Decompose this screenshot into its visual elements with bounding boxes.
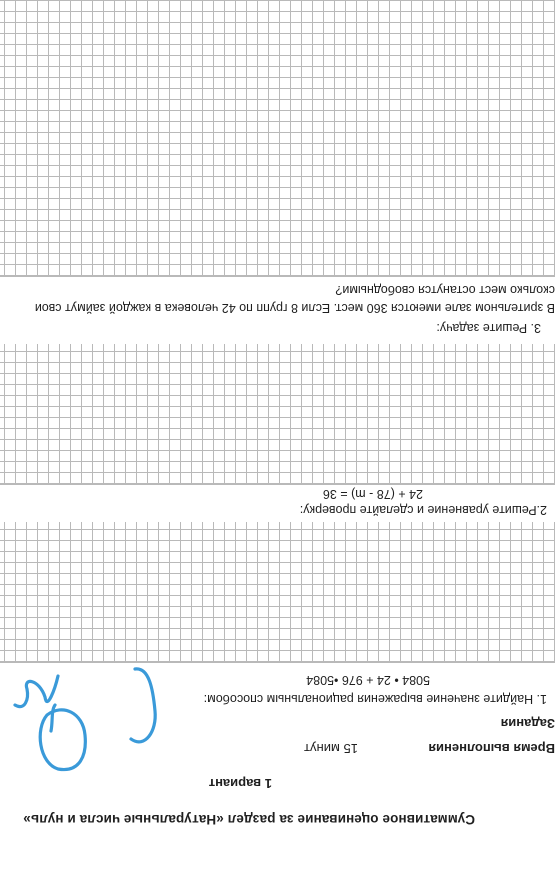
task3-problem-line1: В зрительном зале имеются 360 мест. Если 8 групп по 42 человека в каждой займут свои — [34, 301, 555, 315]
tasks-heading: Задания — [500, 716, 555, 731]
scribble-group — [15, 669, 155, 770]
worksheet-title: Суммативное оценивание за раздел «Натуральные числа и нуль» — [23, 812, 475, 827]
scribble-o-loop — [40, 710, 85, 770]
task2-prompt: 2.Решите уравнение и сделайте проверку: — [299, 503, 547, 517]
task3-problem-line2: сколько мест останутся свободными? — [335, 283, 555, 297]
task3-prompt: 3. Решите задачу: — [436, 321, 541, 335]
task1-prompt: 1. Найдите значение выражения рациональным способом: — [203, 692, 547, 706]
answer-grid-2 — [0, 344, 555, 485]
scribble-bottom-loop — [15, 676, 58, 707]
answer-grid-3 — [0, 0, 555, 277]
time-value: 15 минут — [304, 741, 358, 756]
task1-expression: 5084 • 24 + 976 •5084 — [306, 673, 430, 687]
time-label: Время выполнения — [428, 741, 555, 756]
answer-grid-1 — [0, 522, 555, 663]
scribble-tail — [51, 705, 55, 731]
variant-label: 1 вариант — [208, 776, 272, 791]
scribble-c-left — [131, 669, 155, 742]
task2-equation: 24 + (78 - m) = 36 — [322, 487, 423, 501]
